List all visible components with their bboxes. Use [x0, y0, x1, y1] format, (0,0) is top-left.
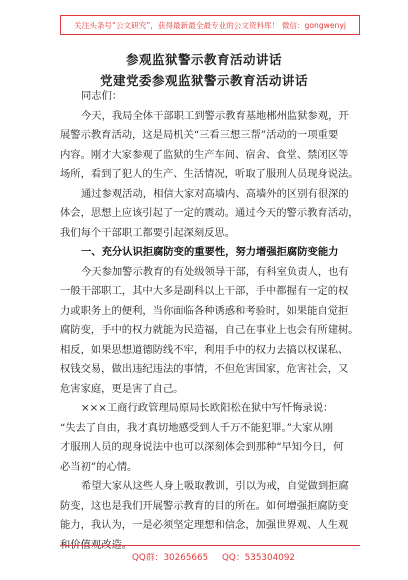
paragraph-line: 力或职务上的便利，当你面临各种诱惑和考验时，如果能自觉拒	[60, 304, 349, 317]
promo-banner-text: 关注头条号“公文研究”，获得最新最全最专业的公文资料库！ 微信：gongwenyj	[74, 20, 346, 30]
paragraph-line: 展警示教育活动，这是局机关“三看三想三帮”活动的一项重要	[60, 129, 339, 141]
paragraph-line: “失去了自由，我才真切地感受到人千万不能犯罪。”大家从刚	[60, 421, 334, 434]
document-title: 参观监狱警示教育活动讲话	[125, 52, 282, 67]
paragraph-line: 希望大家从这些人身上吸取教训，引以为戒，自觉做到拒腐	[81, 480, 349, 492]
paragraph-line: 危害家庭，更是害了自己。	[60, 382, 184, 395]
footer	[60, 545, 360, 563]
footer-qq-group: QQ群：30265665	[132, 553, 209, 563]
paragraph-line: 和价值观改造。	[60, 538, 133, 551]
paragraph-line: 今天参加警示教育的有处级领导干部，有科室负责人，也有	[81, 265, 349, 278]
section-heading: 一、充分认识拒腐防变的重要性，努力增强拒腐防变能力	[81, 246, 339, 258]
paragraph-line: 今天，我局全体干部职工到警示教育基地郴州监狱参观，开	[81, 109, 349, 122]
footer-qq: QQ：535304092	[222, 553, 296, 563]
paragraph-line: ×××工商行政管理局原局长欧阳松在狱中写忏悔录说：	[81, 402, 334, 414]
paragraph-line: 必当初”的心情。	[60, 460, 138, 473]
paragraph-line: 腐防变，手中的权力就能为民造福，自己在事业上也会有所建树。	[60, 324, 359, 336]
paragraph-line: 才服刑人员的现身说法中也可以深刻体会到那种“早知今日，何	[60, 441, 344, 453]
paragraph-line: 同志们：	[81, 90, 123, 102]
paragraph-line: 防变，这也是我们开展警示教育的目的所在。如何增强拒腐防变	[60, 499, 349, 512]
paragraph-line: 一般干部职工，其中大多是副科以上干部，手中都握有一定的权	[60, 285, 349, 297]
paragraph-line: 相反，如果思想道德防线不牢，利用手中的权力去搞以权谋私、	[60, 343, 349, 356]
paragraph-line: 我们每个干部职工都要引起深刻反思。	[60, 226, 236, 239]
document-body	[60, 87, 362, 555]
paragraph-line: 场所，看到了犯人的生产、生活情况，听取了服刑人员现身说法。	[60, 168, 359, 180]
paragraph-line: 能力，我认为，一是必须坚定理想和信念，加强世界观、人生观	[60, 519, 349, 531]
paragraph-line: 体会，思想上应该引起了一定的震动。通过今天的警示教育活动，	[60, 207, 359, 219]
paragraph-line: 权钱交易，做出违纪违法的事情，不但危害国家，危害社会，又	[60, 363, 349, 375]
document-subtitle: 党建党委参观监狱警示教育活动讲话	[99, 73, 308, 88]
promo-banner	[60, 15, 360, 35]
paragraph-line: 内容。刚才大家参观了监狱的生产车间、宿舍、食堂、禁闭区等	[60, 148, 349, 161]
paragraph-line: 通过参观活动，相信大家对高墙内、高墙外的区别有很深的	[81, 187, 349, 200]
